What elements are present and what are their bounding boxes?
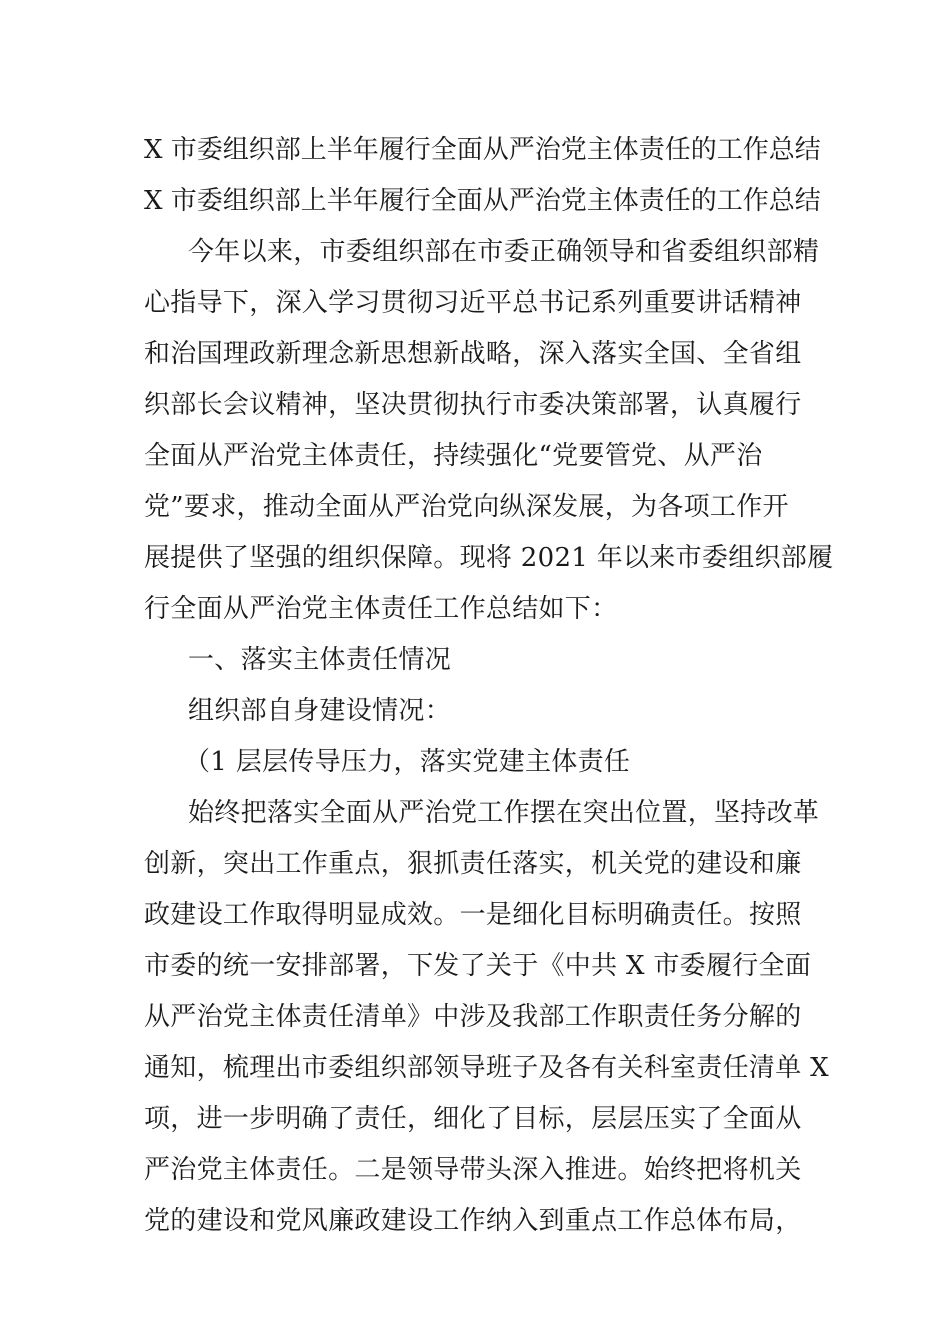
document-title-repeat: X 市委组织部上半年履行全面从严治党主体责任的工作总结 — [144, 186, 821, 216]
intro-paragraph-line: 党”要求，推动全面从严治党向纵深发展，为各项工作开 — [144, 492, 789, 522]
body-paragraph-line: 始终把落实全面从严治党工作摆在突出位置，坚持改革 — [188, 798, 820, 828]
body-paragraph-line: 政建设工作取得明显成效。一是细化目标明确责任。按照 — [144, 900, 802, 930]
intro-paragraph-line: 今年以来，市委组织部在市委正确领导和省委组织部精 — [188, 237, 820, 267]
document-title: X 市委组织部上半年履行全面从严治党主体责任的工作总结 — [144, 135, 821, 165]
body-paragraph-line: 市委的统一安排部署，下发了关于《中共 X 市委履行全面 — [144, 951, 812, 981]
body-paragraph-line: 项，进一步明确了责任，细化了目标，层层压实了全面从 — [144, 1104, 802, 1134]
intro-paragraph-line: 全面从严治党主体责任，持续强化“党要管党、从严治 — [144, 441, 763, 471]
intro-paragraph-line: 行全面从严治党主体责任工作总结如下： — [144, 594, 618, 624]
body-paragraph-line: 党的建设和党风廉政建设工作纳入到重点工作总体布局， — [144, 1206, 802, 1236]
item-heading: （1 层层传导压力，落实党建主体责任 — [184, 747, 631, 777]
section-heading: 一、落实主体责任情况 — [188, 645, 452, 675]
body-paragraph-line: 从严治党主体责任清单》中涉及我部工作职责任务分解的 — [144, 1002, 802, 1032]
body-paragraph-line: 创新，突出工作重点，狠抓责任落实，机关党的建设和廉 — [144, 849, 802, 879]
intro-paragraph-line: 织部长会议精神，坚决贯彻执行市委决策部署，认真履行 — [144, 390, 802, 420]
body-paragraph-line: 严治党主体责任。二是领导带头深入推进。始终把将机关 — [144, 1155, 802, 1185]
intro-paragraph-line: 和治国理政新理念新思想新战略，深入落实全国、全省组 — [144, 339, 802, 369]
intro-paragraph-line: 展提供了坚强的组织保障。现将 2021 年以来市委组织部履 — [144, 543, 834, 573]
document-body — [144, 125, 834, 1247]
body-paragraph-line: 通知，梳理出市委组织部领导班子及各有关科室责任清单 X — [144, 1053, 829, 1083]
sub-heading: 组织部自身建设情况： — [188, 696, 452, 726]
intro-paragraph-line: 心指导下，深入学习贯彻习近平总书记系列重要讲话精神 — [144, 288, 802, 318]
